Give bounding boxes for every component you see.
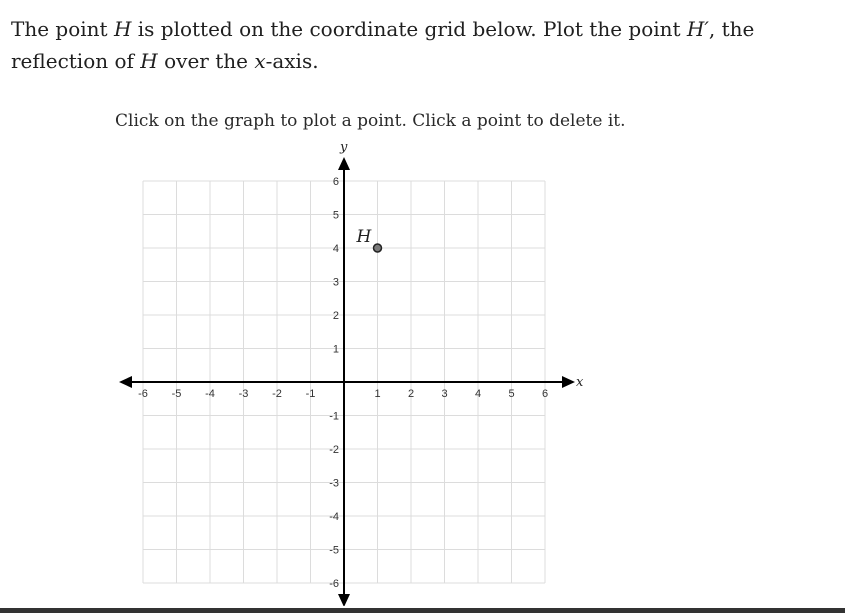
x-tick-label: 1 [374, 388, 381, 400]
point-label-h: H [356, 227, 372, 247]
x-tick-label: 4 [474, 388, 482, 400]
y-axis-arrow-down-icon [338, 594, 350, 606]
x-tick-label: -3 [238, 388, 249, 400]
y-tick-label: -6 [329, 578, 339, 590]
question-text [11, 13, 845, 77]
question-part-5: -axis. [265, 49, 319, 73]
x-axis-arrow-right-icon [562, 376, 575, 388]
y-tick-label: -4 [329, 511, 339, 523]
x-tick-label: -2 [272, 388, 282, 400]
y-tick-label: 4 [332, 243, 339, 255]
point-name-h-2: H [140, 49, 158, 73]
x-tick-label: -4 [205, 388, 215, 400]
x-tick-label: -5 [171, 388, 182, 400]
graph-instructions: Click on the graph to plot a point. Click a point to delete it. [115, 111, 626, 131]
y-tick-label: -3 [329, 477, 339, 490]
x-axis-label: x [576, 375, 584, 390]
question-part-2: is plotted on the coordinate grid below. Plot the point [131, 17, 687, 41]
y-tick-label: 1 [332, 343, 339, 356]
x-axis-arrow-left-icon [119, 376, 132, 388]
y-tick-label: 6 [332, 176, 339, 188]
y-tick-label: 5 [332, 209, 339, 222]
x-tick-label: 2 [407, 388, 415, 400]
point-name-h-prime: H′ [686, 17, 709, 41]
x-tick-label: 5 [508, 388, 515, 400]
question-part-3: , the reflection of [11, 17, 755, 73]
y-tick-label: 2 [332, 310, 339, 322]
y-axis-label: y [340, 144, 348, 155]
y-tick-label: -1 [329, 410, 339, 423]
point-h[interactable] [374, 244, 382, 252]
x-tick-label: 3 [441, 388, 448, 400]
y-tick-label: 3 [332, 276, 339, 289]
coordinate-grid[interactable] [118, 144, 588, 606]
point-name-h: H [113, 17, 132, 41]
bottom-bar [0, 608, 845, 613]
x-tick-label: 6 [541, 388, 549, 400]
y-tick-label: -5 [329, 544, 339, 557]
question-part-1: The point [11, 17, 114, 41]
y-tick-label: -2 [329, 444, 339, 456]
x-tick-label: -6 [138, 388, 148, 400]
axis-variable: x [254, 49, 266, 73]
x-tick-label: -1 [305, 388, 316, 400]
y-axis-arrow-up-icon [338, 157, 350, 170]
question-part-4: over the [157, 49, 255, 73]
